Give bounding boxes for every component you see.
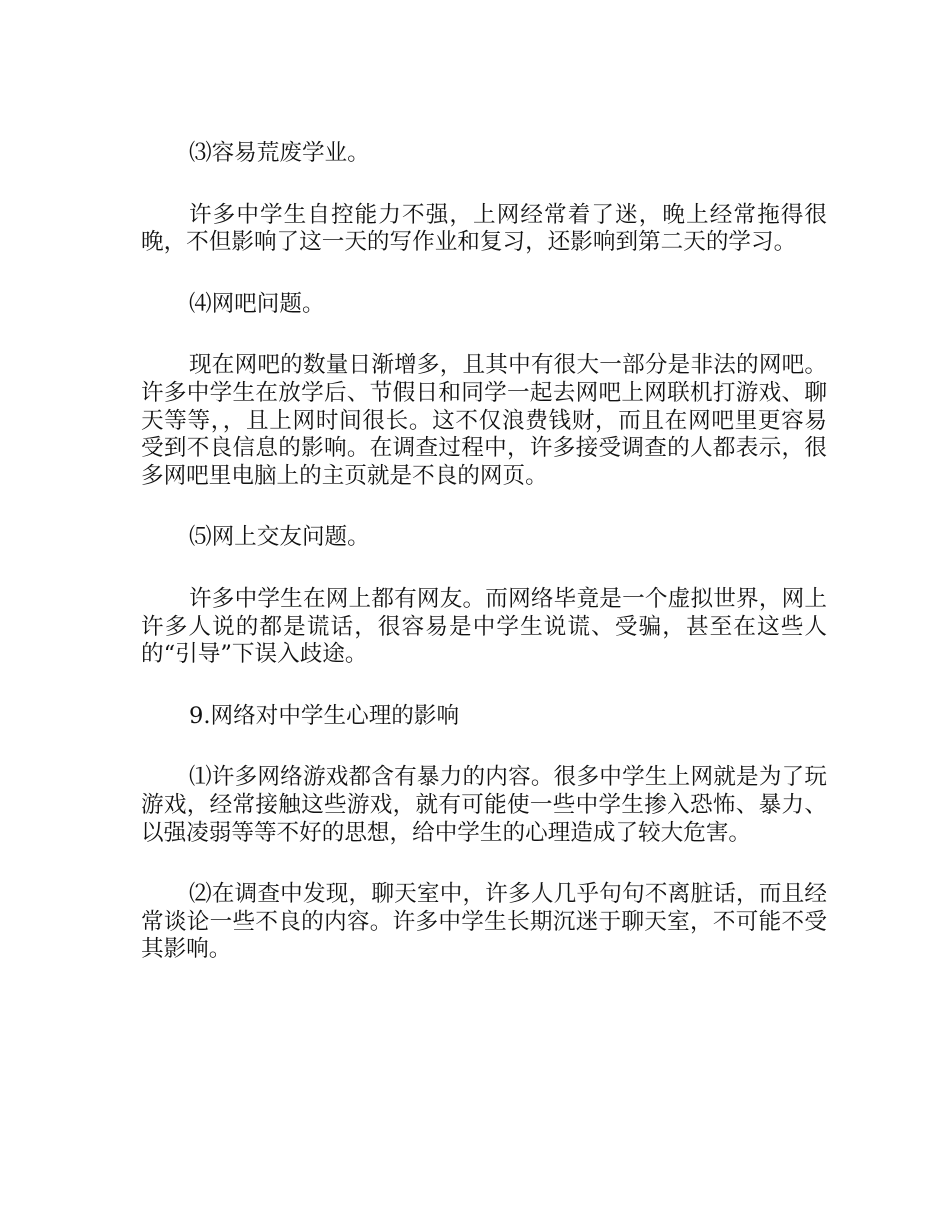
section-heading-9: 9.网络对中学生心理的影响 <box>189 702 460 729</box>
item-heading-3: ⑶容易荒废学业。 <box>189 140 370 166</box>
item-heading-5: ⑸网上交友问题。 <box>189 524 370 551</box>
paragraph-online-friends: 许多中学生在网上都有网友。而网络毕竟是一个虚拟世界，网上许多人说的都是谎话，很容易是中学生说谎、受骗，甚至在这些人的“引导”下误入歧途。 <box>141 585 827 668</box>
paragraph-chat-rooms: ⑵在调查中发现，聊天室中，许多人几乎句句不离脏话，而且经常谈论一些不良的内容。许多中学生长期沉迷于聊天室，不可能不受其影响。 <box>141 881 827 963</box>
paragraph-violent-games: ⑴许多网络游戏都含有暴力的内容。很多中学生上网就是为了玩游戏，经常接触这些游戏，就有可能使一些中学生掺入恐怖、暴力、以强凌弱等等不好的思想，给中学生的心理造成了较大危害。 <box>141 764 827 846</box>
paragraph-study: 许多中学生自控能力不强，上网经常着了迷，晚上经常拖得很晚，不但影响了这一天的写作业和复习，还影响到第二天的学习。 <box>141 201 827 256</box>
item-heading-4: ⑷网吧问题。 <box>189 290 325 317</box>
paragraph-internet-cafe: 现在网吧的数量日渐增多，且其中有很大一部分是非法的网吧。许多中学生在放学后、节假日和同学一起去网吧上网联机打游戏、聊天等等，，且上网时间很长。这不仅浪费钱财，而且在网吧里更容易受到不良信息的影响。在调查过程中，许多接受调查的人都表示，很多网吧里电脑上的主页就是不良的网页。 <box>141 352 827 489</box>
document-body <box>141 140 827 964</box>
